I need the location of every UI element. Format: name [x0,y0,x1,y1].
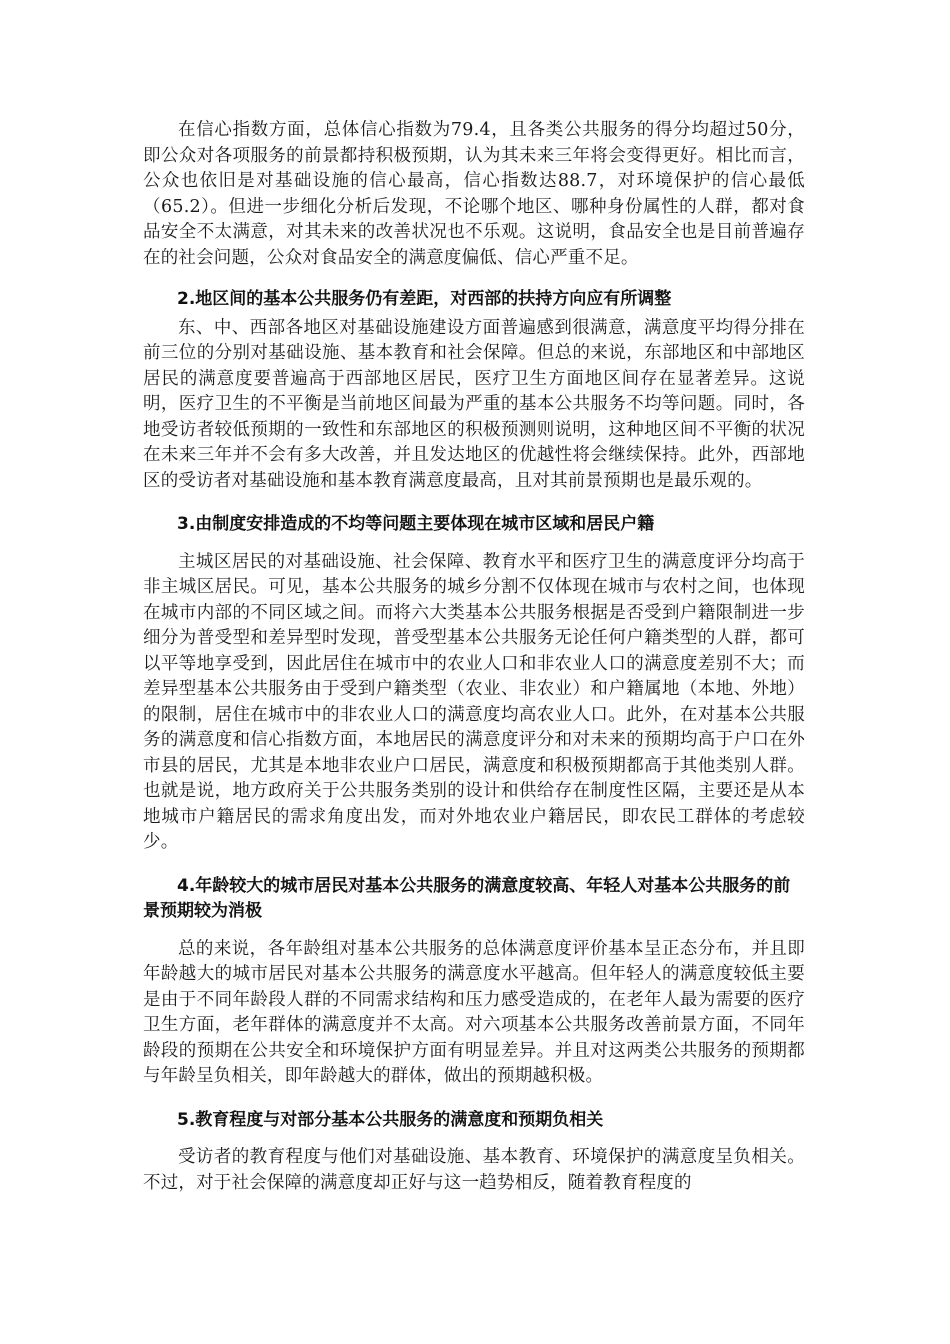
section-body-4: 总的来说，各年龄组对基本公共服务的总体满意度评价基本呈正态分布，并且即年龄越大的城市居民对基本公共服务的满意度水平越高。但年轻人的满意度较低主要是由于不同年龄段人群的不同需求结构和压力感受造成的，在老年人最为需要的医疗卫生方面，老年群体的满意度并不太高。对六项基本公共服务改善前景方面，不同年龄段的预期在公共安全和环境保护方面有明显差异。并且对这两类公共服务的预期都与年龄呈负相关，即年龄越大的群体，做出的预期越积极。 [143,938,805,1086]
document-page [143,118,805,1196]
section-heading-5: 5.教育程度与对部分基本公共服务的满意度和预期负相关 [177,1109,604,1130]
section-body-2: 东、中、西部各地区对基础设施建设方面普遍感到很满意，满意度平均得分排在前三位的分别对基础设施、基本教育和社会保障。但总的来说，东部地区和中部地区居民的满意度要普遍高于西部地区居民，医疗卫生方面地区间存在显著差异。这说明，医疗卫生的不平衡是当前地区间最为严重的基本公共服务不均等问题。同时，各地受访者较低预期的一致性和东部地区的积极预测则说明，这种地区间不平衡的状况在未来三年并不会有多大改善，并且发达地区的优越性将会继续保持。此外，西部地区的受访者对基础设施和基本教育满意度最高，且对其前景预期也是最乐观的。 [143,317,805,491]
section-body-5: 受访者的教育程度与他们对基础设施、基本教育、环境保护的满意度呈负相关。不过，对于社会保障的满意度却正好与这一趋势相反，随着教育程度的 [143,1147,805,1193]
section-heading-2: 2.地区间的基本公共服务仍有差距，对西部的扶持方向应有所调整 [177,289,672,309]
section-heading-4: 4.年龄较大的城市居民对基本公共服务的满意度较高、年轻人对基本公共服务的前景预期较为消极 [143,875,791,921]
confidence-index-paragraph: 在信心指数方面，总体信心指数为79.4，且各类公共服务的得分均超过50分，即公众对各项服务的前景都持积极预期，认为其未来三年将会变得更好。相比而言，公众也依旧是对基础设施的信心最高，信心指数达88.7，对环境保护的信心最低（65.2）。但进一步细化分析后发现，不论哪个地区、哪种身份属性的人群，都对食品安全不太满意，对其未来的改善状况也不乐观。这说明，食品安全也是目前普遍存在的社会问题，公众对食品安全的满意度偏低、信心严重不足。 [143,120,805,268]
section-heading-3: 3.由制度安排造成的不均等问题主要体现在城市区域和居民户籍 [177,514,655,534]
section-body-3: 主城区居民的对基础设施、社会保障、教育水平和医疗卫生的满意度评分均高于非主城区居民。可见，基本公共服务的城乡分割不仅体现在城市与农村之间，也体现在城市内部的不同区域之间。而将六大类基本公共服务根据是否受到户籍限制进一步细分为普受型和差异型时发现，普受型基本公共服务无论任何户籍类型的人群，都可以平等地享受到，因此居住在城市中的农业人口和非农业人口的满意度差别不大；而差异型基本公共服务由于受到户籍类型（农业、非农业）和户籍属地（本地、外地）的限制，居住在城市中的非农业人口的满意度均高农业人口。此外，在对基本公共服务的满意度和信心指数方面，本地居民的满意度评分和对未来的预期均高于户口在外市县的居民，尤其是本地非农业户口居民，满意度和积极预期都高于其他类别人群。也就是说，地方政府关于公共服务类别的设计和供给存在制度性区隔，主要还是从本地城市户籍居民的需求角度出发，而对外地农业户籍居民，即农民工群体的考虑较少。 [143,551,805,852]
